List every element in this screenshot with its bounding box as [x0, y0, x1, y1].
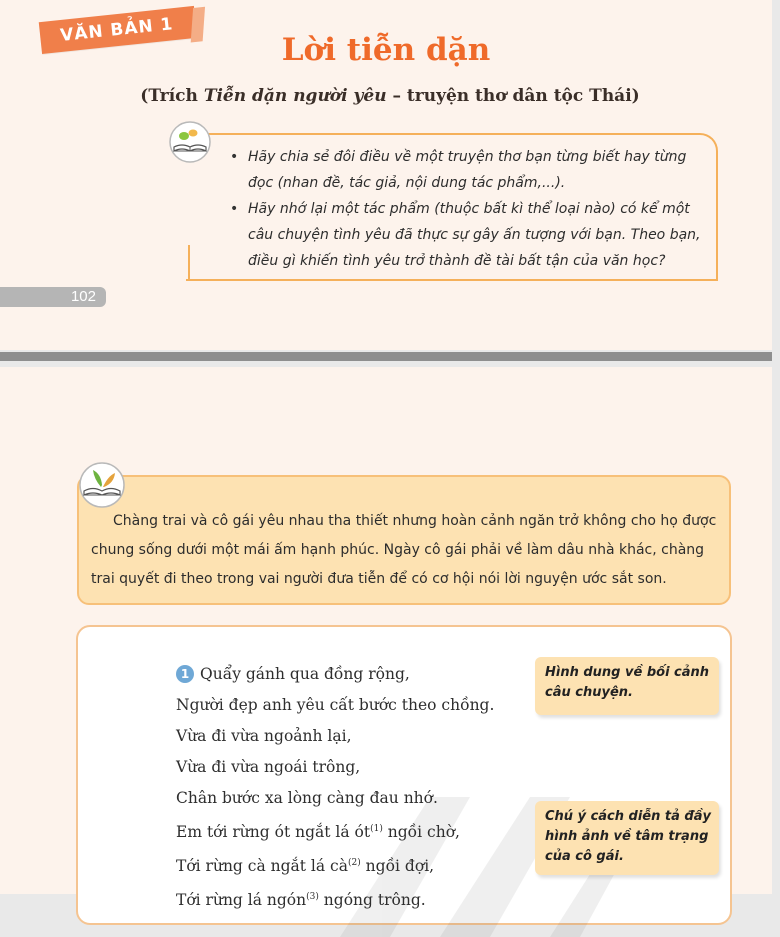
page-bottom: [0, 367, 772, 909]
section-tag: VĂN BẢN 1: [39, 6, 197, 54]
page-number: 102: [70, 288, 96, 305]
subtitle-suffix: – truyện thơ dân tộc Thái): [386, 86, 640, 106]
poem-line-text: Quẩy gánh qua đồng rộng,: [200, 665, 410, 683]
poem-line-text: ngóng trông.: [318, 891, 426, 909]
intro-text: Chàng trai và cô gái yêu nhau tha thiết nhưng hoàn cảnh ngăn trở không cho họ được chung sống dưới một mái ấm hạnh phúc. Ngày cô gái phải về làm dâu nhà khác, chàng trai quyết đi theo trong vai người đưa tiễn để có cơ hội nói lời nguyện ước sắt son.: [91, 513, 717, 587]
poem-line: Chân bước xa lòng càng đau nhớ.: [176, 789, 438, 807]
reading-note: Hình dung về bối cảnh câu chuyện.: [535, 657, 719, 715]
prompt-item: • Hãy nhớ lại một tác phẩm (thuộc bất kì thể loại nào) có kể một câu chuyện tình yêu đã thực sự gây ấn tượng với bạn. Theo bạn, điều gì khiến tình yêu trở thành đề tài bất tận của văn học?: [230, 196, 710, 274]
subtitle-work: Tiễn dặn người yêu: [203, 86, 387, 106]
subtitle-prefix: (Trích: [140, 86, 204, 106]
prompt-item: • Hãy chia sẻ đôi điều về một truyện thơ bạn từng biết hay từng đọc (nhan đề, tác giả, nội dung tác phẩm,...).: [230, 144, 710, 196]
poem-line: [176, 814, 494, 848]
poem-line-text: Tới rừng lá ngón: [176, 891, 307, 909]
poem-line: Vừa đi vừa ngoái trông,: [176, 758, 361, 776]
open-book-icon: [162, 116, 218, 164]
page-top: [0, 0, 772, 350]
poem-line: [176, 848, 494, 882]
poem-line: Vừa đi vừa ngoảnh lại,: [176, 727, 352, 745]
poem-line-text: Tới rừng cà ngắt lá cà: [176, 857, 348, 875]
subtitle: [0, 86, 780, 106]
poem-line: [176, 882, 494, 916]
poem-line-text: ngồi đợi,: [360, 857, 435, 875]
footnote-ref[interactable]: (1): [370, 824, 383, 834]
reading-note: Chú ý cách diễn tả đầy hình ảnh về tâm trạng của cô gái.: [535, 801, 719, 875]
poem-line: [176, 659, 494, 690]
footnote-ref[interactable]: (2): [347, 858, 361, 868]
footnote-ref[interactable]: (3): [306, 892, 319, 902]
page-divider: [0, 352, 772, 361]
stanza-marker: 1: [176, 665, 194, 683]
poem-line-text: ngồi chờ,: [382, 823, 460, 841]
poem-line: Người đẹp anh yêu cất bước theo chồng.: [176, 696, 495, 714]
poem: [176, 659, 494, 916]
book-sprout-icon: [72, 457, 132, 509]
poem-line-text: Em tới rừng ót ngắt lá ót: [176, 823, 371, 841]
page-number-badge: [0, 287, 106, 307]
page-title: Lời tiễn dặn: [281, 32, 491, 68]
prompt-list: [230, 144, 710, 274]
